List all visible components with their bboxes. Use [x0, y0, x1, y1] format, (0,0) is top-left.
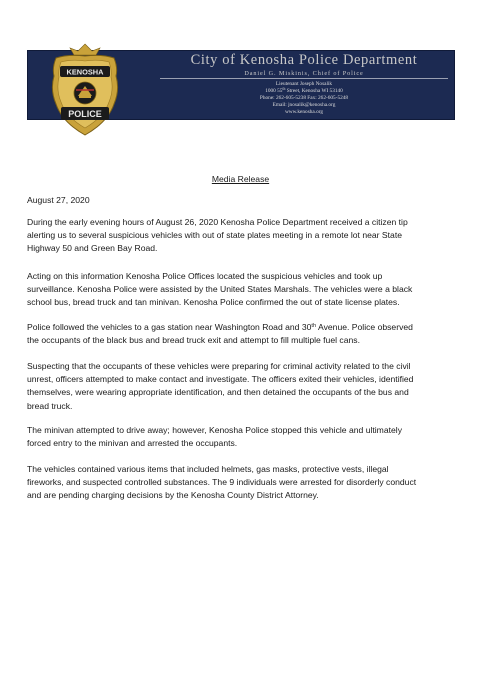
- release-date: August 27, 2020: [27, 195, 90, 205]
- contact-address: 1000 55th Street, Kenosha WI 53140: [265, 86, 343, 94]
- paragraph-3: Police followed the vehicles to a gas station near Washington Road and 30th Avenue. Police observed the occupants of the black bus and bread truck exit and attempt to fill multiple fuel cans.: [27, 322, 413, 346]
- contact-email: Email: jnosalik@kenosha.org: [272, 101, 336, 108]
- paragraph-5: The minivan attempted to drive away; however, Kenosha Police stopped this vehicle and ultimately forced entry to the minivan and arrested the occupants.: [27, 425, 402, 449]
- police-badge-icon: [48, 42, 122, 138]
- release-title: Media Release: [211, 174, 270, 184]
- letterhead-divider: [160, 78, 448, 79]
- chief-of-police: Daniel G. Miskinis, Chief of Police: [244, 70, 364, 77]
- badge-bottom-text: POLICE: [68, 109, 102, 119]
- contact-name: Lieutenant Joseph Nosalik: [275, 81, 333, 87]
- paragraph-1: During the early evening hours of August 26, 2020 Kenosha Police Department received a citizen tip alerting us to several suspicious vehicles with out of state plates meeting in a remote lot near State Highway 50 and Green Bay Road.: [27, 217, 408, 254]
- department-title: City of Kenosha Police Department: [190, 52, 418, 68]
- badge-top-text: KENOSHA: [66, 67, 104, 77]
- contact-block: [155, 81, 453, 116]
- contact-website: www.kenosha.org: [284, 108, 324, 115]
- paragraph-2: Acting on this information Kenosha Police Offices located the suspicious vehicles and took up surveillance. Kenosha Police were assisted by the United States Marshals. The vehicles were a black school bus, bread truck and tan minivan. Kenosha Police confirmed the out of state license plates.: [27, 271, 413, 308]
- paragraph-4: Suspecting that the occupants of these vehicles were preparing for criminal activity related to the civil unrest, officers attempted to make contact and investigate. The officers exited their vehicles, identified themselves, were wearing appropriate identification, and then detained the occupants of the bus and bread truck.: [27, 361, 414, 411]
- contact-phone-fax: Phone: 262-605-5238 Fax: 262-605-5248: [259, 94, 349, 101]
- paragraph-6: The vehicles contained various items that included helmets, gas masks, protective vests, illegal fireworks, and suspected controlled substances. The 9 individuals were arrested for disorderly conduct and are pending charging decisions by the Kenosha County District Attorney.: [27, 464, 417, 501]
